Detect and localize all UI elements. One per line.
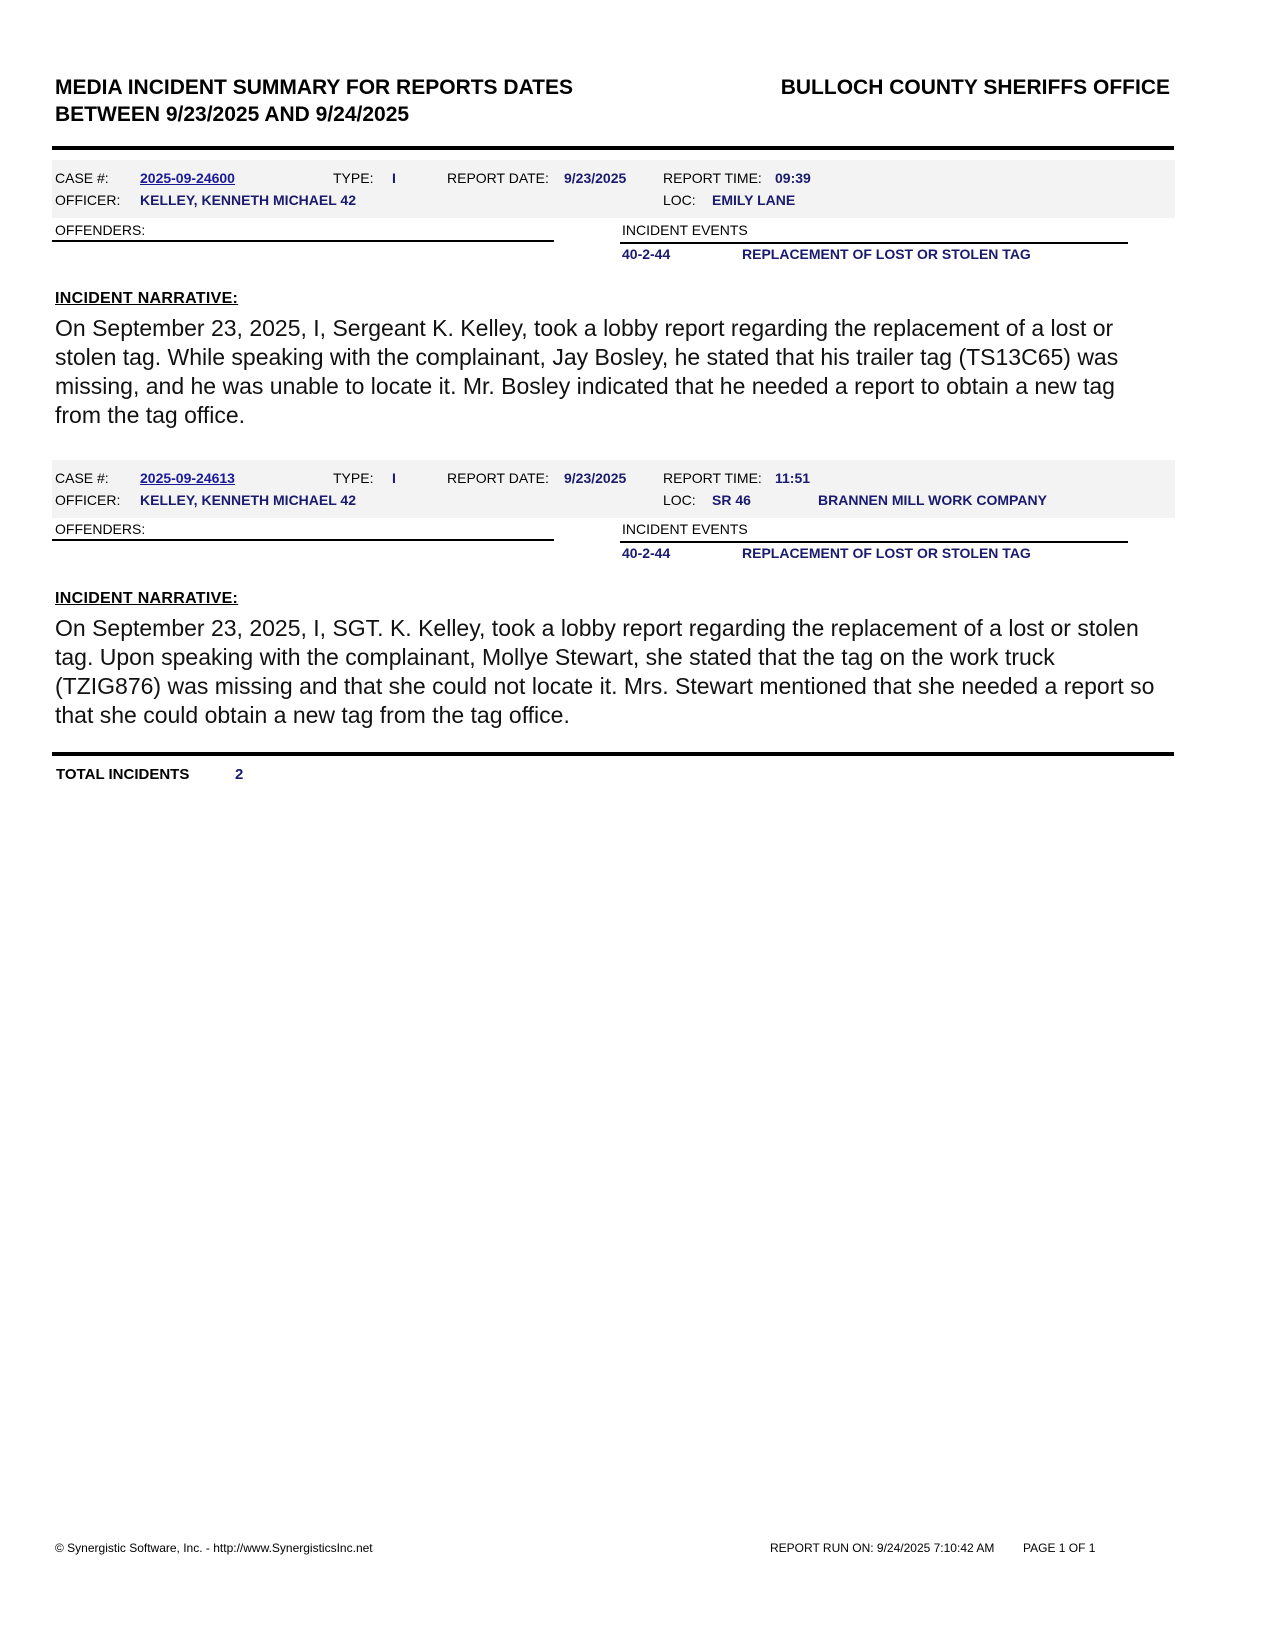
totals-divider <box>52 752 1174 756</box>
case-number-link[interactable]: 2025-09-24613 <box>140 470 235 486</box>
agency-name: BULLOCH COUNTY SHERIFFS OFFICE <box>780 76 1170 99</box>
report-time-label: REPORT TIME: <box>663 470 762 486</box>
footer-report-run: REPORT RUN ON: 9/24/2025 7:10:42 AM <box>770 1541 995 1555</box>
narrative-label: INCIDENT NARRATIVE: <box>55 590 239 607</box>
location-value: EMILY LANE <box>712 192 796 208</box>
report-title <box>55 74 675 128</box>
case-number-label: CASE #: <box>55 470 109 486</box>
offenders-underline <box>52 539 554 541</box>
location-label: LOC: <box>663 492 696 508</box>
location-value: SR 46 <box>712 492 751 508</box>
report-date-label: REPORT DATE: <box>447 170 549 186</box>
total-incidents-label: TOTAL INCIDENTS <box>56 766 190 783</box>
narrative-text: On September 23, 2025, I, Sergeant K. Kelley, took a lobby report regarding the replacement of a lost or stolen tag. While speaking with the complainant, Jay Bosley, he stated that his trailer tag (TS13C65) was missing, and he was unable to locate it. Mr. Bosley indicated that he needed a report to obtain a new tag from the tag office. <box>55 315 1119 428</box>
report-date-label: REPORT DATE: <box>447 470 549 486</box>
type-value: I <box>392 470 396 486</box>
incident-events-underline <box>620 541 1128 543</box>
officer-value: KELLEY, KENNETH MICHAEL 42 <box>140 192 356 208</box>
location-detail: BRANNEN MILL WORK COMPANY <box>818 492 1047 508</box>
officer-label: OFFICER: <box>55 492 121 508</box>
report-title-line1: MEDIA INCIDENT SUMMARY FOR REPORTS DATES <box>55 76 574 99</box>
report-time-value: 11:51 <box>775 470 811 486</box>
location-label: LOC: <box>663 192 696 208</box>
event-code: 40-2-44 <box>622 246 671 262</box>
event-code: 40-2-44 <box>622 545 671 561</box>
offenders-label: OFFENDERS: <box>55 222 146 238</box>
narrative-label: INCIDENT NARRATIVE: <box>55 290 239 307</box>
report-time-value: 09:39 <box>775 170 811 186</box>
narrative-text: On September 23, 2025, I, SGT. K. Kelley, took a lobby report regarding the replacement of a lost or stolen tag. Upon speaking with the complainant, Mollye Stewart, she stated that the tag on the work truck (TZIG876) was missing and that she could not locate it. Mrs. Stewart mentioned that she needed a report so that she could obtain a new tag from the tag office. <box>55 615 1155 728</box>
case-info-band <box>52 160 1175 218</box>
footer-page-number: PAGE 1 OF 1 <box>1023 1541 1096 1555</box>
offenders-underline <box>52 240 554 242</box>
incident-events-label: INCIDENT EVENTS <box>622 222 748 238</box>
header-divider <box>52 146 1174 150</box>
case-info-band <box>52 460 1175 518</box>
type-label: TYPE: <box>333 470 374 486</box>
report-date-value: 9/23/2025 <box>564 470 627 486</box>
report-title-line2: BETWEEN 9/23/2025 AND 9/24/2025 <box>55 103 410 126</box>
footer-copyright: © Synergistic Software, Inc. - http://www.SynergisticsInc.net <box>55 1541 373 1555</box>
report-date-value: 9/23/2025 <box>564 170 627 186</box>
incident-events-label: INCIDENT EVENTS <box>622 521 748 537</box>
event-description: REPLACEMENT OF LOST OR STOLEN TAG <box>742 545 1031 561</box>
event-description: REPLACEMENT OF LOST OR STOLEN TAG <box>742 246 1031 262</box>
type-label: TYPE: <box>333 170 374 186</box>
officer-value: KELLEY, KENNETH MICHAEL 42 <box>140 492 356 508</box>
total-incidents-value: 2 <box>235 766 244 783</box>
report-time-label: REPORT TIME: <box>663 170 762 186</box>
type-value: I <box>392 170 396 186</box>
case-number-link[interactable]: 2025-09-24600 <box>140 170 235 186</box>
officer-label: OFFICER: <box>55 192 121 208</box>
incident-events-underline <box>620 242 1128 244</box>
case-number-label: CASE #: <box>55 170 109 186</box>
offenders-label: OFFENDERS: <box>55 521 146 537</box>
